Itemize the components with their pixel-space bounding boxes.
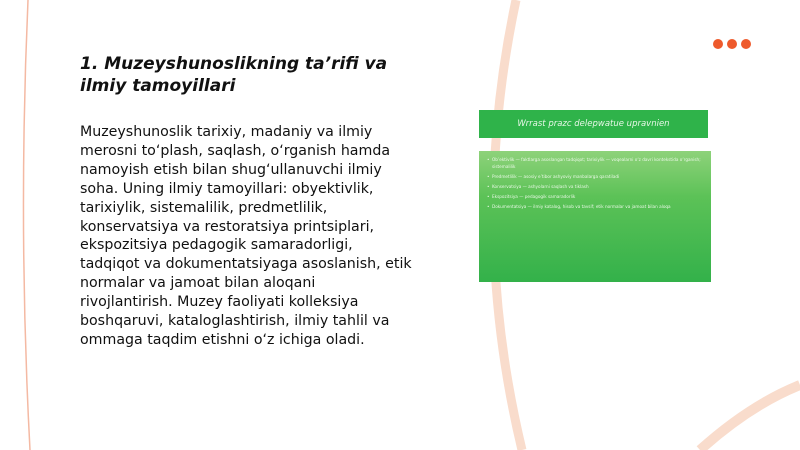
decorative-dots [713,39,751,49]
slide-title: 1. Muzeyshunoslikning ta’rifi va ilmiy tamoyillari [80,54,388,96]
figure-list-item: • Dokumentatsiya — ilmiy katalog, hisob va tavsif; etik normalar va jamoat bilan aloqa [487,203,703,210]
figure-list-item: • Predmetlilik — asosiy e’tibor ashyoviy manbalarga qaratiladi [487,173,703,180]
dot-icon [713,39,723,49]
figure-list-item: • Ekspozitsiya — pedagogik samaradorlik [487,193,703,200]
dot-icon [741,39,751,49]
principles-figure [479,110,711,282]
figure-list-item: • Ob’ektivlik — faktlarga asoslangan tadqiqot; tarixiylik — voqealarni o‘z davri kontekstida o‘rganish; sistemalilik [487,156,703,170]
bottom-right-curve [700,385,800,450]
slide-body-text: Muzeyshunoslik tarixiy, madaniy va ilmiy merosni to‘plash, saqlash, o‘rganish hamda namoyish etish bilan shug‘ullanuvchi ilmiy soha. Uning ilmiy tamoyillari: obyektivlik, tarixiylik, sistemalilik, predmetlilik, konservatsiya va restoratsiya printsiplari, ekspozitsiya pedagogik samaradorligi, tadqiqot va dokumentatsiyaga asoslanish, etik normalar va jamoat bilan aloqani rivojlantirish. Muzey faoliyati kolleksiya boshqaruvi, kataloglashtirish, ilmiy tahlil va ommaga taqdim etishni o‘z ichiga oladi. [80,124,412,348]
dot-icon [727,39,737,49]
figure-header: Wrrast prazc delepwatue upravnien [479,110,708,138]
figure-body [479,151,711,282]
figure-list-item: • Konservatsiya — ashyolarni saqlash va tiklash [487,183,703,190]
left-curve-line [23,0,30,450]
